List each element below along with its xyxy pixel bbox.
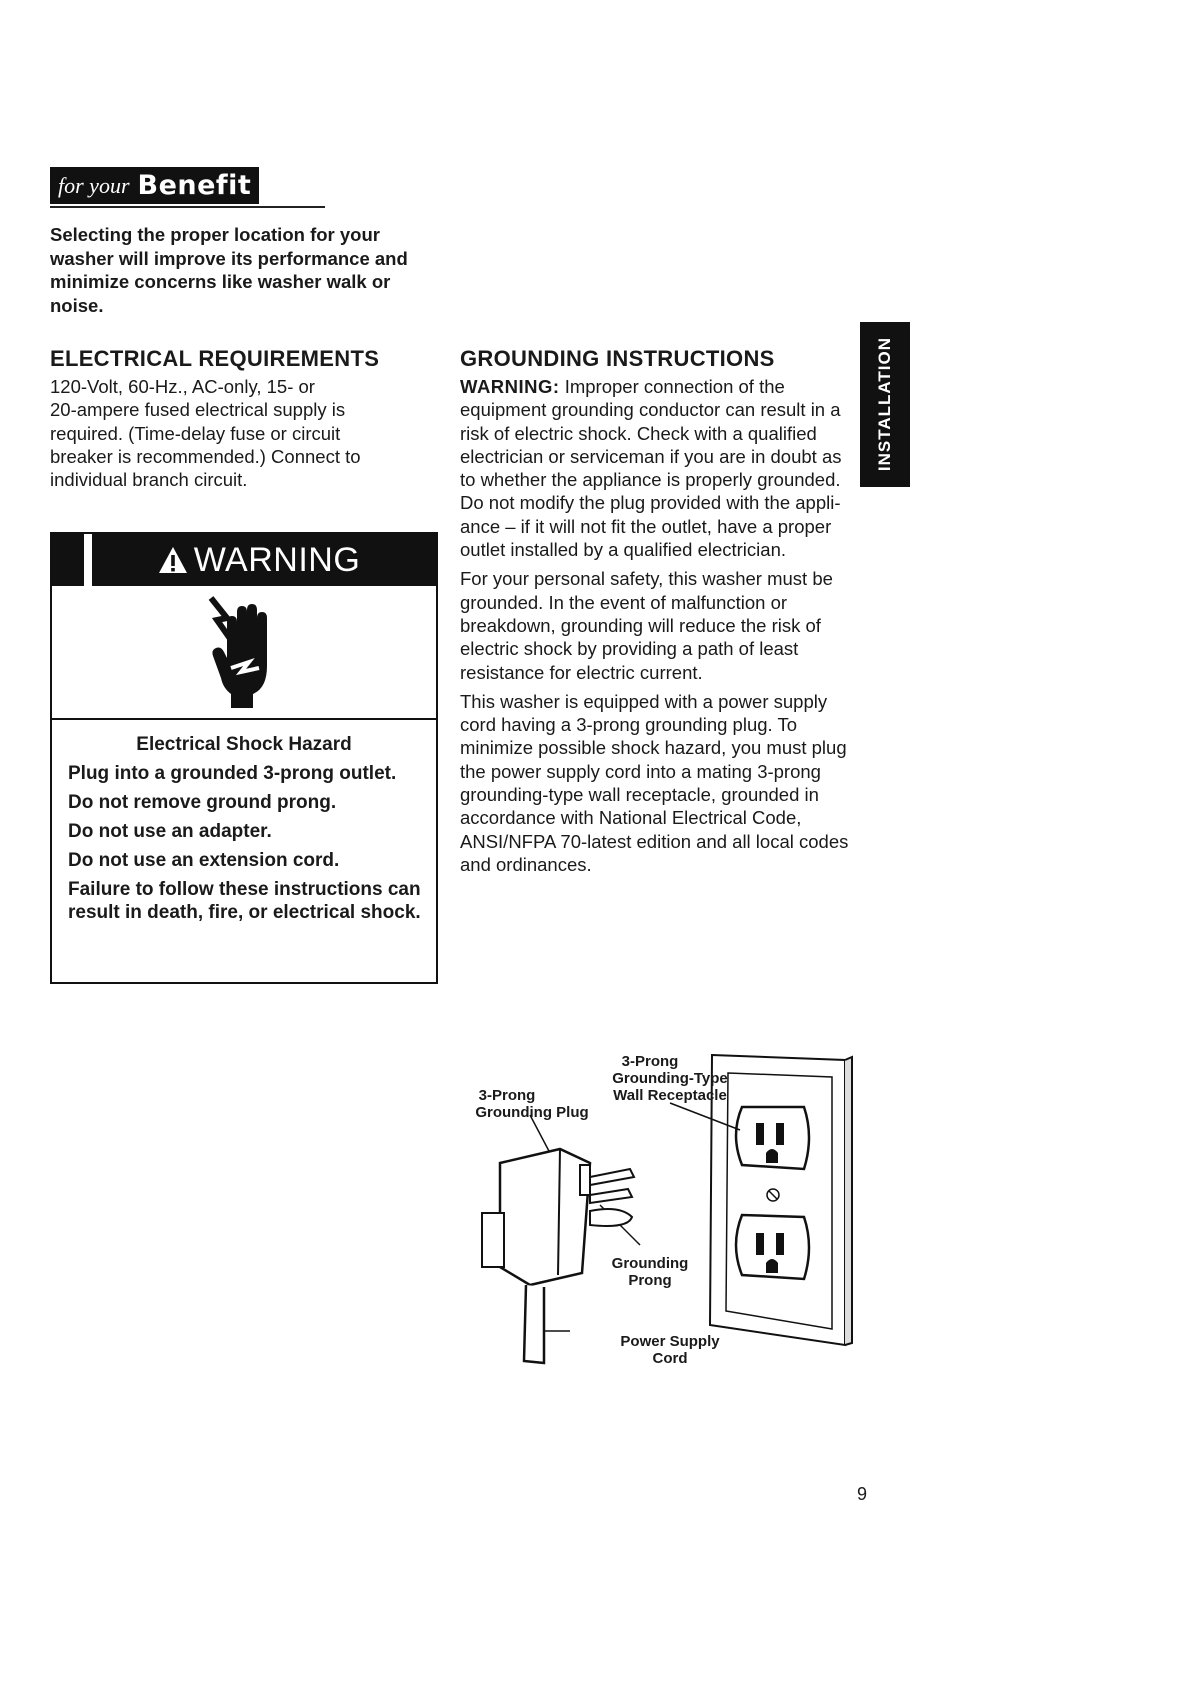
hazard-list: [68, 762, 428, 930]
hazard-item: Plug into a grounded 3-prong outlet.: [68, 763, 397, 784]
warning-divider: [52, 718, 436, 720]
electrical-requirements-heading: ELECTRICAL REQUIREMENTS: [50, 346, 380, 371]
hazard-item: Do not use an extension cord.: [68, 850, 340, 871]
electrical-line: individual branch circuit.: [50, 469, 248, 491]
page-number: 9: [857, 1484, 868, 1504]
receptacle-label-line-2: Grounding-Type: [612, 1070, 728, 1087]
electric-shock-hand-icon: [197, 596, 287, 716]
electrical-line: required. (Time-delay fuse or circuit: [50, 422, 341, 444]
grounding-paragraph-2: For your personal safety, this washer must be grounded. In the event of malfunction or breakdown, grounding will reduce the risk of electric shock by providing a path of least resistance for electric current.: [460, 568, 833, 683]
banner-rule: [50, 206, 325, 208]
grounding-paragraph-1: [460, 375, 860, 561]
plug-label: [432, 1087, 632, 1121]
electrical-line: breaker is recommended.) Connect to: [50, 445, 361, 467]
warning-header-title: [158, 541, 361, 580]
electrical-requirements-body: [50, 375, 430, 491]
power-cord-label-line-2: Cord: [652, 1350, 688, 1367]
warning-header: [52, 534, 436, 586]
warning-header-label: WARNING: [193, 540, 361, 579]
grounding-prong-label: [580, 1255, 720, 1289]
plug-receptacle-diagram: [460, 1045, 860, 1375]
plug-label-line-1: 3-Prong: [478, 1087, 536, 1104]
plug-label-line-2: Grounding Plug: [475, 1104, 589, 1121]
warning-triangle-icon: [158, 546, 188, 574]
grounding-instructions-body: [460, 375, 860, 882]
power-cord-label: [580, 1333, 760, 1367]
installation-tab-label: INSTALLATION: [875, 337, 894, 472]
hazard-item: Do not use an adapter.: [68, 821, 272, 842]
benefit-banner: [50, 167, 259, 204]
electrical-line: 120-Volt, 60-Hz., AC-only, 15- or: [50, 376, 315, 397]
warning-box: [50, 532, 438, 984]
receptacle-label-line-3: Wall Receptacle: [613, 1087, 727, 1104]
grounding-prong-label-line-1: Grounding: [611, 1255, 689, 1272]
electrical-line: 20-ampere fused electrical supply is: [50, 399, 346, 421]
hazard-item: Failure to follow these instructions can result in death, fire, or electrical shock.: [68, 879, 421, 923]
hazard-title: Electrical Shock Hazard: [136, 734, 352, 755]
grounding-paragraph-1-text: Improper connection of the equipment grounding conductor can result in a risk of electric shock. Check with a qualified electrician or serviceman if you are in doubt as to whether the appliance is properly grounded. Do not modify the plug provided with the appli-ance – if it will not fit the outlet, have a proper outlet installed by a qualified electrician.: [460, 376, 842, 561]
grounding-warning-label: WARNING:: [460, 376, 560, 397]
power-cord-label-line-1: Power Supply: [620, 1333, 720, 1350]
intro-text: Selecting the proper location for your washer will improve its performance and minimize concerns like washer walk or noise.: [50, 224, 408, 316]
warning-header-bar: [84, 534, 92, 586]
grounding-prong-label-line-2: Prong: [628, 1272, 672, 1289]
grounding-paragraph-3: This washer is equipped with a power supply cord having a 3-prong grounding plug. To minimize possible shock hazard, you must plug the power supply cord into a mating 3-prong grounding-type wall receptacle, grounded in accordance with National Electrical Code, ANSI/NFPA 70-latest edition and all local codes and ordinances.: [460, 690, 849, 875]
receptacle-label-line-1: 3-Prong: [621, 1053, 679, 1070]
banner-for-your: for your: [58, 172, 130, 198]
grounding-instructions-heading: GROUNDING INSTRUCTIONS: [460, 346, 775, 371]
banner-benefit: Benefit: [137, 170, 252, 201]
installation-side-tab: [860, 322, 910, 487]
hazard-item: Do not remove ground prong.: [68, 792, 337, 813]
